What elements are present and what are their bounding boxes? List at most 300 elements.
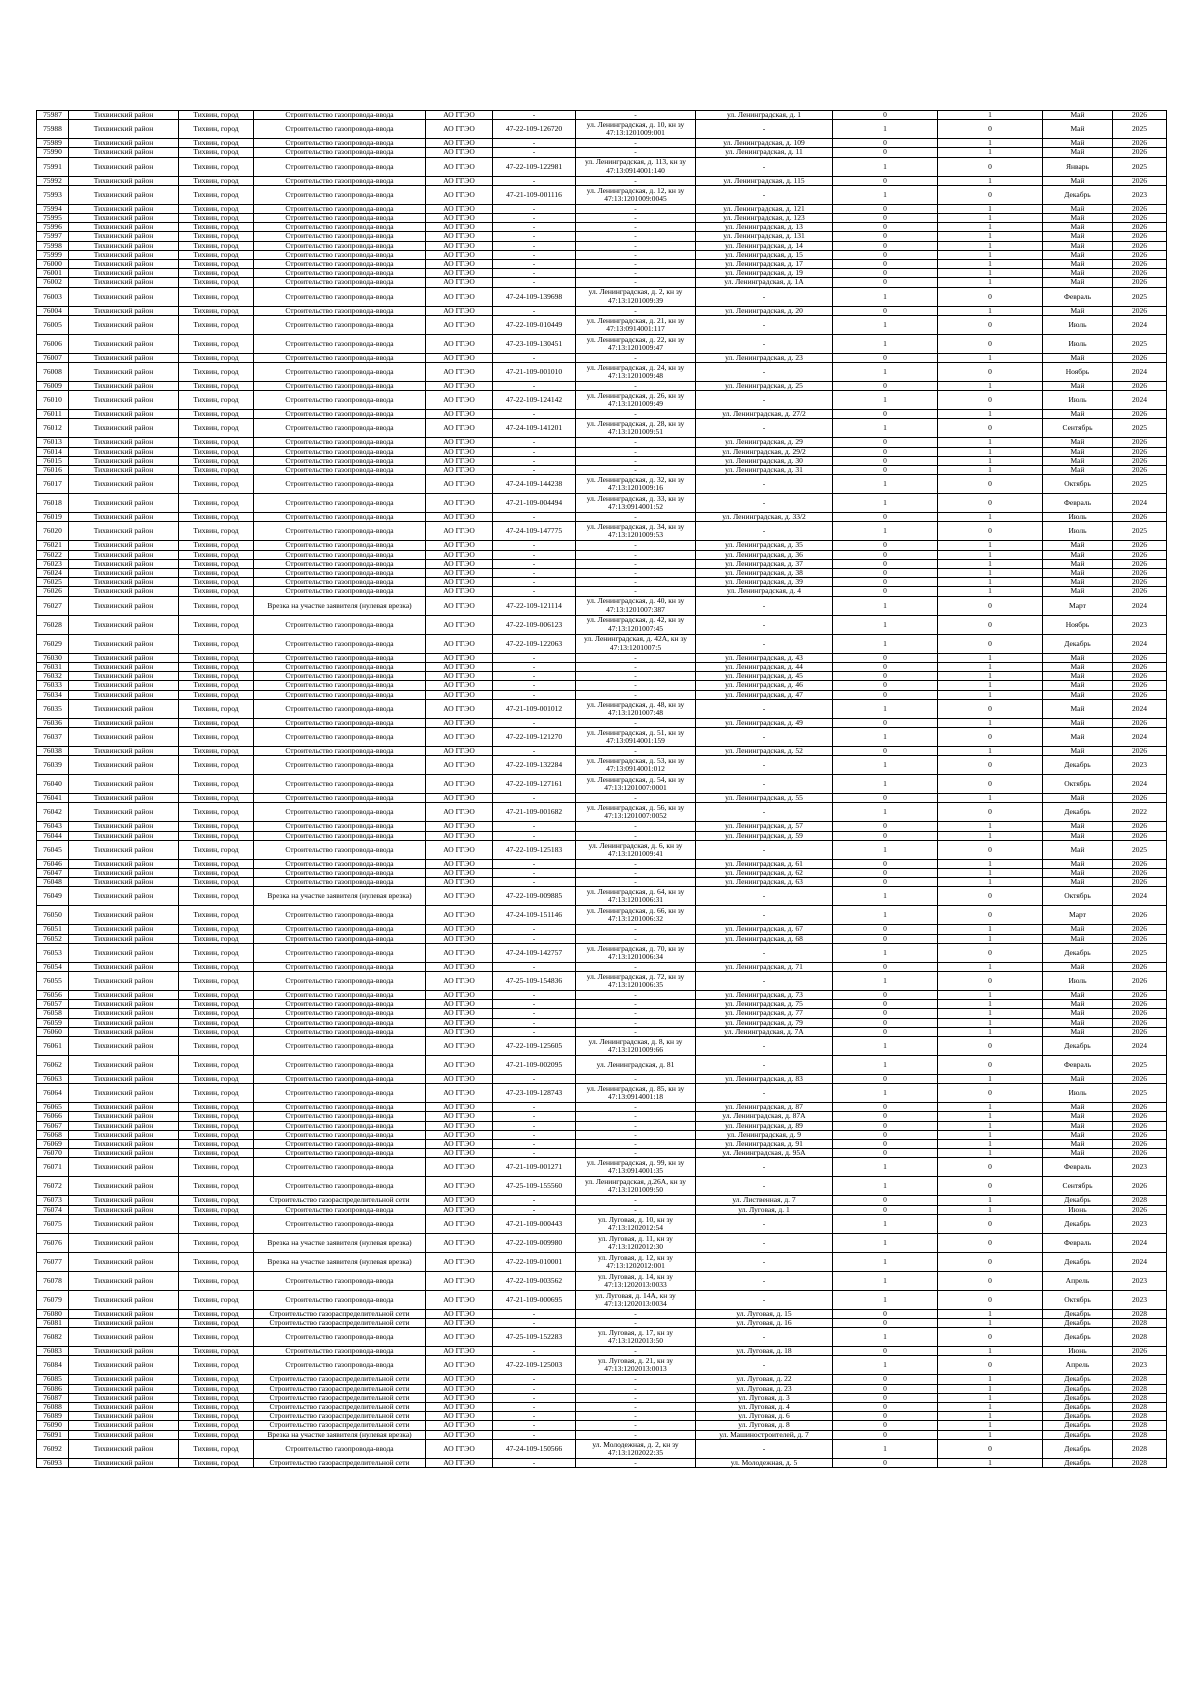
cell-address: ул. Ленинградская, д. 38 xyxy=(696,569,833,578)
cell-address-cadastral: - xyxy=(576,1205,696,1214)
cell-row-number: 76077 xyxy=(37,1252,69,1271)
cell-month: Май xyxy=(1043,550,1113,559)
cell-organization: АО ГГЭО xyxy=(426,672,493,681)
cell-district: Тихвинский район xyxy=(69,1196,179,1205)
cell-city: Тихвин, город xyxy=(179,681,254,690)
cell-row-number: 76002 xyxy=(37,278,69,287)
cell-district: Тихвинский район xyxy=(69,1439,179,1458)
table-row xyxy=(37,1309,1167,1318)
cell-organization: АО ГГЭО xyxy=(426,382,493,391)
cell-address-cadastral: - xyxy=(576,990,696,999)
cell-application-number: - xyxy=(493,241,576,250)
cell-flag-2: 0 xyxy=(938,1214,1043,1233)
cell-district: Тихвинский район xyxy=(69,559,179,568)
cell-month: Май xyxy=(1043,794,1113,803)
cell-flag-2: 0 xyxy=(938,1252,1043,1271)
cell-row-number: 76009 xyxy=(37,382,69,391)
cell-year: 2023 xyxy=(1113,1290,1167,1309)
cell-flag-1: 0 xyxy=(833,111,938,120)
cell-month: Май xyxy=(1043,878,1113,887)
cell-year: 2026 xyxy=(1113,990,1167,999)
cell-row-number: 76037 xyxy=(37,727,69,746)
cell-address: ул. Ленинградская, д. 63 xyxy=(696,878,833,887)
cell-work-type: Строительство газопровода-ввода xyxy=(254,1074,426,1083)
cell-address-cadastral: - xyxy=(576,269,696,278)
table-row xyxy=(37,1412,1167,1421)
cell-district: Тихвинский район xyxy=(69,1233,179,1252)
table-row xyxy=(37,494,1167,513)
cell-city: Тихвин, город xyxy=(179,634,254,653)
cell-row-number: 76055 xyxy=(37,971,69,990)
cell-year: 2025 xyxy=(1113,419,1167,438)
cell-application-number: 47-25-109-155560 xyxy=(493,1177,576,1196)
cell-address: ул. Ленинградская, д. 44 xyxy=(696,662,833,671)
cell-district: Тихвинский район xyxy=(69,1328,179,1347)
table-row xyxy=(37,157,1167,176)
cell-row-number: 76023 xyxy=(37,559,69,568)
cell-row-number: 76024 xyxy=(37,569,69,578)
cell-flag-2: 1 xyxy=(938,241,1043,250)
cell-application-number: - xyxy=(493,1384,576,1393)
cell-month: Май xyxy=(1043,1139,1113,1148)
cell-flag-1: 1 xyxy=(833,475,938,494)
cell-year: 2026 xyxy=(1113,306,1167,315)
cell-year: 2025 xyxy=(1113,1055,1167,1074)
cell-city: Тихвин, город xyxy=(179,1233,254,1252)
cell-application-number: 47-22-109-126720 xyxy=(493,120,576,139)
cell-row-number: 76020 xyxy=(37,522,69,541)
cell-address: ул. Ленинградская, д. 33/2 xyxy=(696,513,833,522)
table-row xyxy=(37,250,1167,259)
cell-work-type: Строительство газопровода-ввода xyxy=(254,1055,426,1074)
cell-address-cadastral: - xyxy=(576,550,696,559)
cell-work-type: Строительство газопровода-ввода xyxy=(254,1036,426,1055)
cell-address: ул. Ленинградская, д. 95А xyxy=(696,1149,833,1158)
cell-district: Тихвинский район xyxy=(69,746,179,755)
cell-address: ул. Ленинградская, д. 46 xyxy=(696,681,833,690)
cell-city: Тихвин, город xyxy=(179,1055,254,1074)
cell-application-number: 47-22-109-010001 xyxy=(493,1252,576,1271)
cell-year: 2028 xyxy=(1113,1318,1167,1327)
cell-organization: АО ГГЭО xyxy=(426,204,493,213)
cell-month: Июль xyxy=(1043,334,1113,353)
cell-application-number: 47-22-109-121114 xyxy=(493,596,576,615)
cell-city: Тихвин, город xyxy=(179,831,254,840)
table-row xyxy=(37,559,1167,568)
cell-year: 2026 xyxy=(1113,1130,1167,1139)
cell-city: Тихвин, город xyxy=(179,699,254,718)
cell-row-number: 76088 xyxy=(37,1403,69,1412)
cell-flag-2: 1 xyxy=(938,1112,1043,1121)
cell-flag-2: 0 xyxy=(938,157,1043,176)
cell-address-cadastral: ул. Луговая, д. 12, кн зу 47:13:1202012:001 xyxy=(576,1252,696,1271)
cell-organization: АО ГГЭО xyxy=(426,447,493,456)
cell-flag-1: 1 xyxy=(833,634,938,653)
cell-year: 2026 xyxy=(1113,382,1167,391)
cell-address-cadastral: - xyxy=(576,1139,696,1148)
cell-work-type: Строительство газопровода-ввода xyxy=(254,868,426,877)
cell-application-number: - xyxy=(493,1309,576,1318)
cell-organization: АО ГГЭО xyxy=(426,934,493,943)
cell-month: Май xyxy=(1043,241,1113,250)
table-row xyxy=(37,111,1167,120)
cell-address: - xyxy=(696,1356,833,1375)
cell-district: Тихвинский район xyxy=(69,120,179,139)
cell-city: Тихвин, город xyxy=(179,971,254,990)
cell-district: Тихвинский район xyxy=(69,438,179,447)
cell-district: Тихвинский район xyxy=(69,456,179,465)
cell-month: Июль xyxy=(1043,971,1113,990)
cell-row-number: 76027 xyxy=(37,596,69,615)
cell-application-number: 47-24-109-144238 xyxy=(493,475,576,494)
cell-address-cadastral: - xyxy=(576,934,696,943)
cell-district: Тихвинский район xyxy=(69,111,179,120)
cell-organization: АО ГГЭО xyxy=(426,840,493,859)
cell-address: ул. Ленинградская, д. 55 xyxy=(696,794,833,803)
cell-flag-1: 1 xyxy=(833,363,938,382)
cell-month: Май xyxy=(1043,1130,1113,1139)
cell-organization: АО ГГЭО xyxy=(426,513,493,522)
table-row xyxy=(37,363,1167,382)
cell-row-number: 76006 xyxy=(37,334,69,353)
cell-year: 2028 xyxy=(1113,1430,1167,1439)
cell-city: Тихвин, город xyxy=(179,794,254,803)
cell-organization: АО ГГЭО xyxy=(426,1103,493,1112)
cell-work-type: Строительство газопровода-ввода xyxy=(254,1018,426,1027)
table-row xyxy=(37,727,1167,746)
table-row xyxy=(37,1121,1167,1130)
table-row xyxy=(37,1233,1167,1252)
cell-address-cadastral: ул. Ленинградская, д. 48, кн зу 47:13:1201007:48 xyxy=(576,699,696,718)
cell-address-cadastral: ул. Луговая, д. 14А, кн зу 47:13:1202013:0034 xyxy=(576,1290,696,1309)
cell-month: Май xyxy=(1043,690,1113,699)
cell-organization: АО ГГЭО xyxy=(426,1430,493,1439)
cell-work-type: Строительство газопровода-ввода xyxy=(254,306,426,315)
cell-row-number: 76005 xyxy=(37,315,69,334)
cell-city: Тихвин, город xyxy=(179,278,254,287)
cell-organization: АО ГГЭО xyxy=(426,456,493,465)
table-row xyxy=(37,822,1167,831)
cell-district: Тихвинский район xyxy=(69,1121,179,1130)
cell-address-cadastral: - xyxy=(576,925,696,934)
cell-address: - xyxy=(696,1036,833,1055)
cell-year: 2026 xyxy=(1113,1205,1167,1214)
cell-row-number: 76073 xyxy=(37,1196,69,1205)
cell-district: Тихвинский район xyxy=(69,718,179,727)
table-row xyxy=(37,269,1167,278)
table-row xyxy=(37,1430,1167,1439)
cell-flag-2: 1 xyxy=(938,1205,1043,1214)
cell-address: - xyxy=(696,1055,833,1074)
table-row xyxy=(37,746,1167,755)
cell-row-number: 76012 xyxy=(37,419,69,438)
cell-address: ул. Ленинградская, д. 67 xyxy=(696,925,833,934)
cell-year: 2026 xyxy=(1113,456,1167,465)
cell-year: 2024 xyxy=(1113,363,1167,382)
cell-row-number: 76048 xyxy=(37,878,69,887)
cell-organization: АО ГГЭО xyxy=(426,1347,493,1356)
cell-year: 2028 xyxy=(1113,1196,1167,1205)
cell-address: - xyxy=(696,756,833,775)
cell-month: Декабрь xyxy=(1043,1318,1113,1327)
cell-row-number: 76083 xyxy=(37,1347,69,1356)
cell-work-type: Строительство газопровода-ввода xyxy=(254,1130,426,1139)
cell-organization: АО ГГЭО xyxy=(426,1130,493,1139)
cell-application-number: 47-23-109-128743 xyxy=(493,1084,576,1103)
cell-flag-2: 1 xyxy=(938,1384,1043,1393)
cell-work-type: Строительство газораспределительной сети xyxy=(254,1318,426,1327)
cell-district: Тихвинский район xyxy=(69,1412,179,1421)
cell-city: Тихвин, город xyxy=(179,934,254,943)
cell-organization: АО ГГЭО xyxy=(426,223,493,232)
table-row xyxy=(37,1103,1167,1112)
table-row xyxy=(37,1000,1167,1009)
cell-flag-1: 1 xyxy=(833,803,938,822)
cell-address: ул. Ленинградская, д. 20 xyxy=(696,306,833,315)
cell-flag-2: 1 xyxy=(938,653,1043,662)
cell-year: 2024 xyxy=(1113,1036,1167,1055)
cell-address-cadastral: ул. Луговая, д. 10, кн зу 47:13:1202012:54 xyxy=(576,1214,696,1233)
cell-work-type: Строительство газопровода-ввода xyxy=(254,1103,426,1112)
cell-address-cadastral: - xyxy=(576,746,696,755)
cell-work-type: Строительство газопровода-ввода xyxy=(254,204,426,213)
cell-city: Тихвин, город xyxy=(179,232,254,241)
cell-address-cadastral: ул. Луговая, д. 17, кн зу 47:13:1202013:50 xyxy=(576,1328,696,1347)
cell-district: Тихвинский район xyxy=(69,822,179,831)
cell-row-number: 76035 xyxy=(37,699,69,718)
cell-work-type: Строительство газопровода-ввода xyxy=(254,699,426,718)
cell-work-type: Строительство газопровода-ввода xyxy=(254,438,426,447)
cell-work-type: Строительство газопровода-ввода xyxy=(254,1205,426,1214)
cell-month: Май xyxy=(1043,214,1113,223)
cell-application-number: - xyxy=(493,353,576,362)
cell-flag-1: 0 xyxy=(833,269,938,278)
cell-row-number: 76070 xyxy=(37,1149,69,1158)
cell-application-number: - xyxy=(493,382,576,391)
cell-work-type: Строительство газопровода-ввода xyxy=(254,756,426,775)
cell-flag-2: 1 xyxy=(938,1074,1043,1083)
cell-flag-1: 1 xyxy=(833,887,938,906)
cell-flag-2: 0 xyxy=(938,596,1043,615)
cell-year: 2026 xyxy=(1113,1112,1167,1121)
cell-organization: АО ГГЭО xyxy=(426,1112,493,1121)
cell-city: Тихвин, город xyxy=(179,176,254,185)
cell-address: ул. Ленинградская, д. 59 xyxy=(696,831,833,840)
cell-flag-1: 0 xyxy=(833,859,938,868)
cell-work-type: Строительство газопровода-ввода xyxy=(254,1027,426,1036)
cell-row-number: 75992 xyxy=(37,176,69,185)
cell-city: Тихвин, город xyxy=(179,1149,254,1158)
cell-flag-2: 1 xyxy=(938,1309,1043,1318)
cell-organization: АО ГГЭО xyxy=(426,1384,493,1393)
cell-application-number: - xyxy=(493,438,576,447)
cell-work-type: Строительство газопровода-ввода xyxy=(254,382,426,391)
cell-application-number: - xyxy=(493,1393,576,1402)
cell-organization: АО ГГЭО xyxy=(426,278,493,287)
cell-flag-2: 0 xyxy=(938,334,1043,353)
cell-flag-2: 1 xyxy=(938,223,1043,232)
cell-year: 2025 xyxy=(1113,157,1167,176)
table-row xyxy=(37,148,1167,157)
cell-flag-1: 0 xyxy=(833,1027,938,1036)
cell-address: - xyxy=(696,494,833,513)
cell-work-type: Строительство газопровода-ввода xyxy=(254,1000,426,1009)
cell-year: 2026 xyxy=(1113,868,1167,877)
cell-application-number: 47-21-109-001010 xyxy=(493,363,576,382)
cell-district: Тихвинский район xyxy=(69,1458,179,1467)
cell-flag-1: 1 xyxy=(833,727,938,746)
cell-address-cadastral: - xyxy=(576,353,696,362)
cell-month: Октябрь xyxy=(1043,1290,1113,1309)
cell-work-type: Строительство газопровода-ввода xyxy=(254,260,426,269)
cell-application-number: - xyxy=(493,1458,576,1467)
table-row xyxy=(37,391,1167,410)
cell-work-type: Строительство газопровода-ввода xyxy=(254,925,426,934)
cell-district: Тихвинский район xyxy=(69,1421,179,1430)
cell-district: Тихвинский район xyxy=(69,1055,179,1074)
cell-year: 2025 xyxy=(1113,120,1167,139)
cell-row-number: 75996 xyxy=(37,223,69,232)
cell-city: Тихвин, город xyxy=(179,746,254,755)
cell-district: Тихвинский район xyxy=(69,1112,179,1121)
cell-address-cadastral: ул. Ленинградская, д. 51, кн зу 47:13:0914001:159 xyxy=(576,727,696,746)
cell-year: 2026 xyxy=(1113,934,1167,943)
cell-year: 2025 xyxy=(1113,287,1167,306)
cell-flag-1: 0 xyxy=(833,878,938,887)
cell-flag-1: 1 xyxy=(833,775,938,794)
cell-address: ул. Луговая, д. 6 xyxy=(696,1412,833,1421)
cell-year: 2026 xyxy=(1113,859,1167,868)
cell-work-type: Строительство газопровода-ввода xyxy=(254,1084,426,1103)
cell-row-number: 75988 xyxy=(37,120,69,139)
cell-organization: АО ГГЭО xyxy=(426,653,493,662)
cell-row-number: 76067 xyxy=(37,1121,69,1130)
table-row xyxy=(37,578,1167,587)
cell-month: Май xyxy=(1043,204,1113,213)
cell-work-type: Строительство газопровода-ввода xyxy=(254,315,426,334)
cell-district: Тихвинский район xyxy=(69,690,179,699)
cell-flag-2: 1 xyxy=(938,746,1043,755)
cell-flag-1: 1 xyxy=(833,1055,938,1074)
table-row xyxy=(37,214,1167,223)
table-row xyxy=(37,1328,1167,1347)
cell-year: 2025 xyxy=(1113,334,1167,353)
table-row xyxy=(37,1149,1167,1158)
cell-year: 2026 xyxy=(1113,438,1167,447)
cell-work-type: Строительство газопровода-ввода xyxy=(254,1439,426,1458)
cell-row-number: 76036 xyxy=(37,718,69,727)
cell-application-number: - xyxy=(493,1403,576,1412)
cell-flag-1: 0 xyxy=(833,1412,938,1421)
cell-work-type: Строительство газопровода-ввода xyxy=(254,139,426,148)
cell-district: Тихвинский район xyxy=(69,906,179,925)
cell-month: Июль xyxy=(1043,522,1113,541)
cell-district: Тихвинский район xyxy=(69,615,179,634)
cell-application-number: 47-22-109-124142 xyxy=(493,391,576,410)
cell-work-type: Строительство газопровода-ввода xyxy=(254,906,426,925)
table-row xyxy=(37,859,1167,868)
cell-organization: АО ГГЭО xyxy=(426,803,493,822)
cell-row-number: 76040 xyxy=(37,775,69,794)
cell-address: ул. Ленинградская, д. 31 xyxy=(696,466,833,475)
cell-flag-2: 1 xyxy=(938,1318,1043,1327)
cell-work-type: Строительство газопровода-ввода xyxy=(254,690,426,699)
cell-organization: АО ГГЭО xyxy=(426,859,493,868)
cell-district: Тихвинский район xyxy=(69,1149,179,1158)
cell-city: Тихвин, город xyxy=(179,438,254,447)
cell-year: 2025 xyxy=(1113,475,1167,494)
cell-row-number: 76076 xyxy=(37,1233,69,1252)
cell-city: Тихвин, город xyxy=(179,887,254,906)
cell-year: 2026 xyxy=(1113,260,1167,269)
cell-organization: АО ГГЭО xyxy=(426,1412,493,1421)
cell-work-type: Строительство газораспределительной сети xyxy=(254,1375,426,1384)
cell-organization: АО ГГЭО xyxy=(426,466,493,475)
cell-year: 2026 xyxy=(1113,139,1167,148)
cell-district: Тихвинский район xyxy=(69,241,179,250)
cell-organization: АО ГГЭО xyxy=(426,746,493,755)
cell-work-type: Строительство газопровода-ввода xyxy=(254,541,426,550)
cell-district: Тихвинский район xyxy=(69,1375,179,1384)
cell-address-cadastral: - xyxy=(576,681,696,690)
cell-flag-1: 0 xyxy=(833,1458,938,1467)
cell-month: Декабрь xyxy=(1043,1393,1113,1402)
cell-flag-1: 0 xyxy=(833,1384,938,1393)
cell-flag-2: 1 xyxy=(938,111,1043,120)
cell-flag-1: 0 xyxy=(833,438,938,447)
cell-address: - xyxy=(696,840,833,859)
cell-month: Декабрь xyxy=(1043,634,1113,653)
cell-work-type: Строительство газораспределительной сети xyxy=(254,1384,426,1393)
cell-address-cadastral: ул. Ленинградская, д. 33, кн зу 47:13:0914001:52 xyxy=(576,494,696,513)
cell-city: Тихвин, город xyxy=(179,419,254,438)
cell-application-number: - xyxy=(493,718,576,727)
cell-city: Тихвин, город xyxy=(179,541,254,550)
cell-month: Май xyxy=(1043,382,1113,391)
cell-month: Декабрь xyxy=(1043,1421,1113,1430)
cell-address: - xyxy=(696,120,833,139)
cell-flag-2: 1 xyxy=(938,214,1043,223)
cell-month: Май xyxy=(1043,831,1113,840)
cell-city: Тихвин, город xyxy=(179,1027,254,1036)
table-row xyxy=(37,1214,1167,1233)
cell-address: ул. Ленинградская, д. 87 xyxy=(696,1103,833,1112)
cell-flag-2: 1 xyxy=(938,662,1043,671)
cell-address: ул. Ленинградская, д. 123 xyxy=(696,214,833,223)
cell-year: 2024 xyxy=(1113,494,1167,513)
cell-district: Тихвинский район xyxy=(69,214,179,223)
cell-address: ул. Ленинградская, д. 37 xyxy=(696,559,833,568)
cell-work-type: Строительство газопровода-ввода xyxy=(254,550,426,559)
cell-flag-2: 1 xyxy=(938,204,1043,213)
cell-application-number: 47-21-109-001682 xyxy=(493,803,576,822)
table-row xyxy=(37,541,1167,550)
cell-work-type: Строительство газопровода-ввода xyxy=(254,746,426,755)
cell-address-cadastral: ул. Луговая, д. 14, кн зу 47:13:1202013:0033 xyxy=(576,1271,696,1290)
cell-application-number: - xyxy=(493,1139,576,1148)
cell-month: Май xyxy=(1043,176,1113,185)
cell-application-number: - xyxy=(493,148,576,157)
cell-flag-2: 1 xyxy=(938,822,1043,831)
cell-row-number: 76072 xyxy=(37,1177,69,1196)
cell-city: Тихвин, город xyxy=(179,1347,254,1356)
cell-flag-1: 0 xyxy=(833,1112,938,1121)
cell-address-cadastral: - xyxy=(576,541,696,550)
cell-work-type: Строительство газопровода-ввода xyxy=(254,447,426,456)
cell-address: - xyxy=(696,615,833,634)
cell-application-number: - xyxy=(493,1018,576,1027)
cell-organization: АО ГГЭО xyxy=(426,1356,493,1375)
